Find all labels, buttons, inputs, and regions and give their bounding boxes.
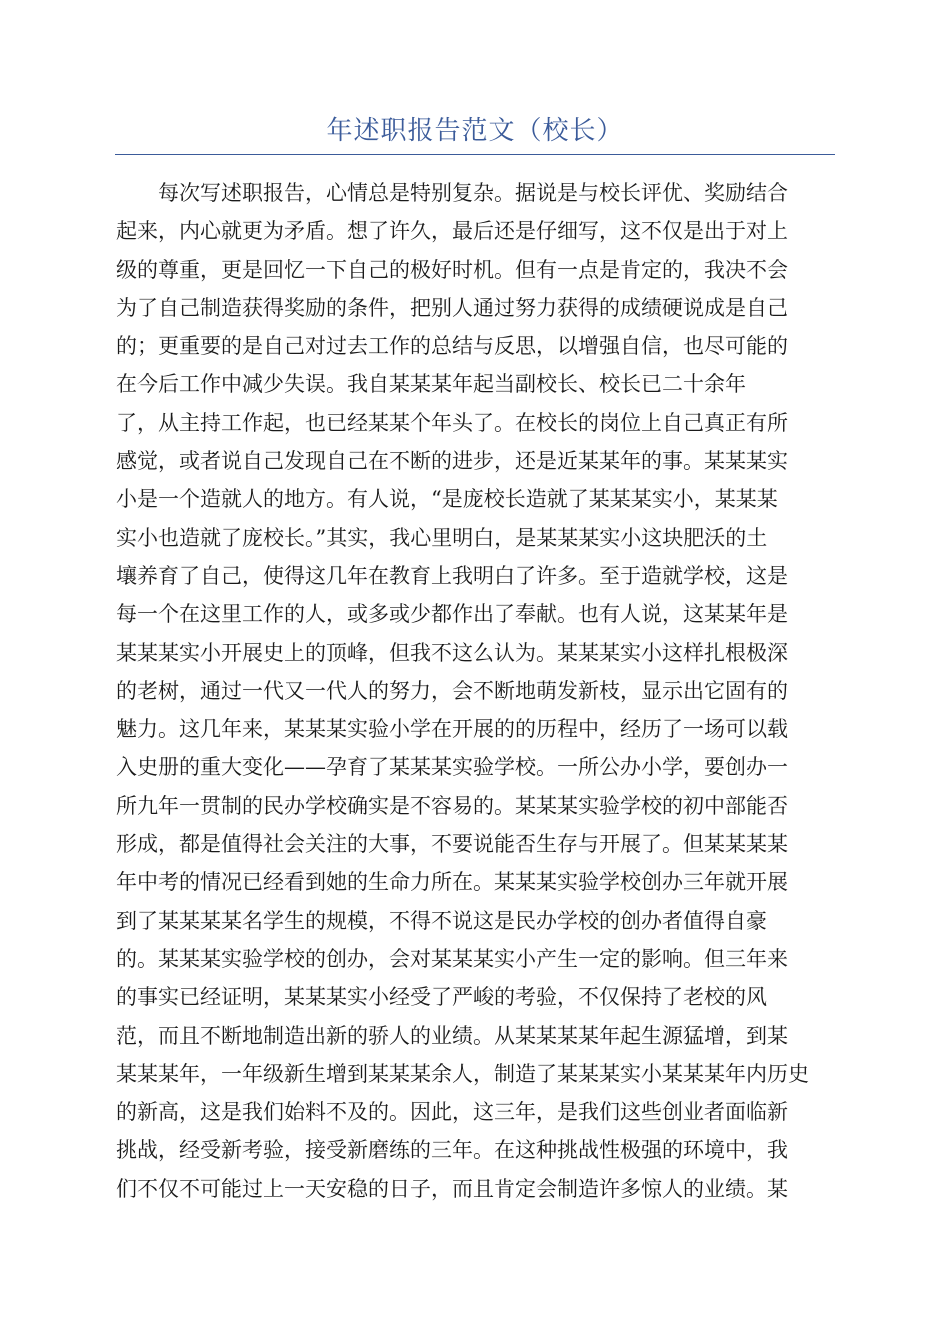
body-line: 为了自己制造获得奖励的条件，把别人通过努力获得的成绩硬说成是自己 — [116, 295, 788, 320]
body-line: 壤养育了自己，使得这几年在教育上我明白了许多。至于造就学校，这是 — [116, 563, 788, 588]
body-line: 某某某年，一年级新生增到某某某余人，制造了某某某实小某某某年内历史 — [116, 1061, 809, 1086]
body-line: 们不仅不可能过上一天安稳的日子，而且肯定会制造许多惊人的业绩。某 — [116, 1176, 788, 1201]
body-line: 每次写述职报告，心情总是特别复杂。据说是与校长评优、奖励结合 — [116, 181, 788, 205]
body-line: 魅力。这几年来，某某某实验小学在开展的的历程中，经历了一场可以载 — [116, 717, 788, 742]
document-title: 年述职报告范文（校长） — [326, 116, 624, 146]
body-line: 的。某某某实验学校的创办，会对某某某实小产生一定的影响。但三年来 — [116, 946, 788, 971]
body-line: 到了某某某某名学生的规模，不得不说这是民办学校的创办者值得自豪 — [116, 908, 767, 933]
body-line: 的老树，通过一代又一代人的努力，会不断地萌发新枝，显示出它固有的 — [116, 678, 788, 703]
body-line: 的；更重要的是自己对过去工作的总结与反思，以增强自信，也尽可能的 — [116, 334, 788, 359]
body-line: 级的尊重，更是回忆一下自己的极好时机。但有一点是肯定的，我决不会 — [116, 257, 788, 282]
body-line: 的事实已经证明，某某某实小经受了严峻的考验，不仅保持了老校的风 — [116, 985, 767, 1010]
body-line: 年中考的情况已经看到她的生命力所在。某某某实验学校创办三年就开展 — [116, 870, 788, 895]
body-line: 实小也造就了庞校长。”其实，我心里明白，是某某某实小这块肥沃的土 — [116, 525, 768, 550]
body-line: 在今后工作中减少失误。我自某某某年起当副校长、校长已二十余年 — [116, 372, 746, 397]
title-underline — [115, 154, 835, 155]
body-line: 入史册的重大变化——孕育了某某某实验学校。一所公办小学，要创办一 — [116, 755, 788, 780]
body-line: 某某某实小开展史上的顶峰，但我不这么认为。某某某实小这样扎根极深 — [116, 640, 788, 665]
body-line: 的新高，这是我们始料不及的。因此，这三年，是我们这些创业者面临新 — [116, 1100, 788, 1125]
body-line: 每一个在这里工作的人，或多或少都作出了奉献。也有人说，这某某年是 — [116, 602, 788, 627]
body-line: 感觉，或者说自己发现自己在不断的进步，还是近某某年的事。某某某实 — [116, 449, 788, 474]
body-line: 挑战，经受新考验，接受新磨练的三年。在这种挑战性极强的环境中，我 — [116, 1138, 788, 1163]
body-line: 形成，都是值得社会关注的大事，不要说能否生存与开展了。但某某某某 — [116, 832, 788, 857]
document-body — [116, 174, 836, 1208]
body-line: 起来，内心就更为矛盾。想了许久，最后还是仔细写，这不仅是出于对上 — [116, 219, 788, 244]
body-line: 了，从主持工作起，也已经某某个年头了。在校长的岗位上自己真正有所 — [116, 410, 788, 435]
body-line: 范，而且不断地制造出新的骄人的业绩。从某某某某年起生源猛增，到某 — [116, 1023, 788, 1048]
body-line: 所九年一贯制的民办学校确实是不容易的。某某某实验学校的初中部能否 — [116, 793, 788, 818]
body-line: 小是一个造就人的地方。有人说，“是庞校长造就了某某某实小，某某某 — [116, 487, 778, 512]
